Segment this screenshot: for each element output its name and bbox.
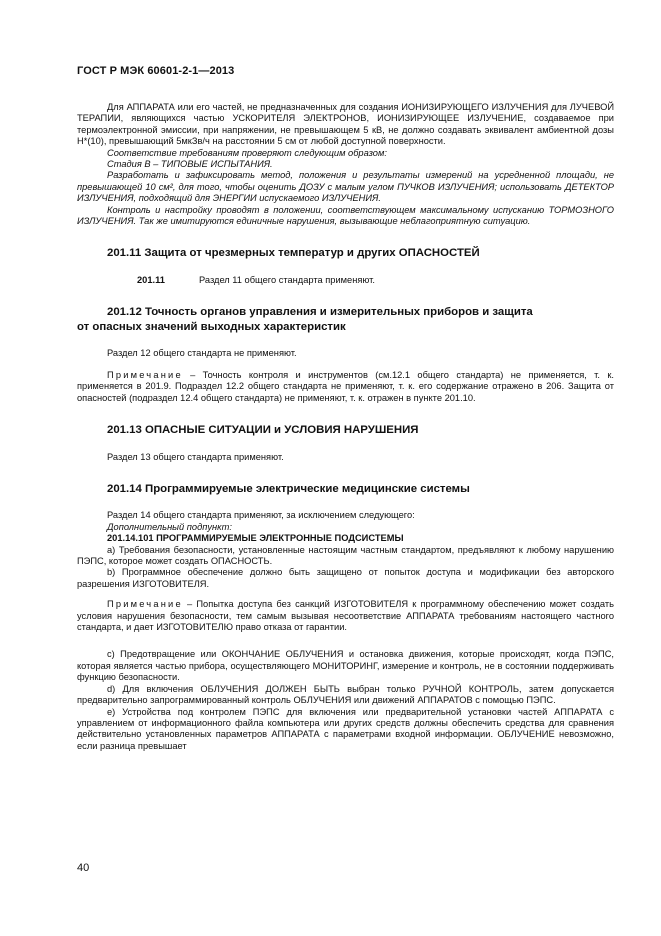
page-number: 40 (77, 862, 90, 874)
section-heading-201-14: 201.14 Программируемые электрические медицинские системы (107, 482, 470, 495)
note (77, 370, 614, 404)
paragraph: Соответствие требованиям проверяют следующим образом: (107, 147, 387, 158)
subclause-heading: 201.14.101 ПРОГРАММИРУЕМЫЕ ЭЛЕКТРОННЫЕ ПОДСИСТЕМЫ (107, 533, 404, 544)
list-item-d: d) Для включения ОБЛУЧЕНИЯ ДОЛЖЕН БЫТЬ выбран только РУЧНОЙ КОНТРОЛЬ, затем допускается предварительно запрограммированный контроль ОБЛУЧЕНИЯ или движений АППАРАТОВ с помощью ПЭПС. (77, 683, 614, 706)
section-heading-201-11: 201.11 Защита от чрезмерных температур и других ОПАСНОСТЕЙ (107, 247, 480, 260)
section-heading-201-13: 201.13 ОПАСНЫЕ СИТУАЦИИ и УСЛОВИЯ НАРУШЕНИЯ (107, 424, 419, 436)
clause-201-11 (77, 275, 614, 286)
note-text: – Попытка доступа без санкций ИЗГОТОВИТЕЛЯ к программному обеспечению может создать условия нарушения безопасности, тем самым вызывая несоответствие АППАРАТА требованиям настоящего частного стандарта, и дает ИЗГОТОВИТЕЛЮ право отказа от гарантии. (77, 599, 614, 633)
clause-number: 201.11 (137, 274, 165, 285)
paragraph: Раздел 12 общего стандарта не применяют. (107, 348, 297, 359)
page-content (77, 102, 614, 752)
note-text: – Точность контроля и инструментов (см.12.1 общего стандарта) не применяется, т. к. применяется в 201.9. Подраздел 12.2 общего стандарта не применяют, т. к. его содержание отражено в 206. Защита от опасностей (подраздел 12.4 общего стандарта) не применяют, т. к. отражен в пункте 201.10. (77, 369, 614, 403)
paragraph: Для АППАРАТА или его частей, не предназначенных для создания ИОНИЗИРУЮЩЕГО ИЗЛУЧЕНИЯ для ЛУЧЕВОЙ ТЕРАПИИ, являющихся частью УСКОРИТЕЛЯ ЭЛЕКТРОНОВ, ИОНИЗИРУЮЩЕЕ ИЗЛУЧЕНИЕ, создаваемое при термоэлектронной эмиссии, при напряжении, не превышающем 5 кВ, не должно создавать эквивалент амбиентной дозы Н*(10), превышающий 5мкЗв/ч на расстоянии 5 см от любой доступной поверхности. (77, 102, 614, 147)
paragraph: Контроль и настройку проводят в положении, соответствующем максимальному испусканию ТОРМОЗНОГО ИЗЛУЧЕНИЯ. Так же имитируются единичные нарушения, вызывающие неблагоприятную ситуацию. (77, 204, 614, 227)
paragraph: Дополнительный подпункт: (107, 521, 232, 532)
document-header: ГОСТ Р МЭК 60601-2-1—2013 (77, 65, 235, 77)
paragraph: Разработать и зафиксировать метод, положения и результаты измерений на усредненной площади, не превышающей 10 см², для того, чтобы оценить ДОЗУ с малым углом ПУЧКОВ ИЗЛУЧЕНИЯ; использовать ДЕТЕКТОР ИЗЛУЧЕНИЯ, подходящий для ЭНЕРГИИ испускаемого ИЗЛУЧЕНИЯ. (77, 170, 614, 204)
list-item-a: а) Требования безопасности, установленные настоящим частным стандартом, предъявляют к любому нарушению ПЭПС, которое может создать ОПАСНОСТЬ. (77, 544, 614, 567)
list-item-e: е) Устройства под контролем ПЭПС для включения или предварительной установки частей АППАРАТА с управлением от информационного файла компьютера или других средств должны обеспечить средства для сравнения действительно установленных параметров АППАРАТА с параметрами входной информации. ОБЛУЧЕНИЕ невозможно, если разница превышает (77, 706, 614, 751)
note (77, 599, 614, 633)
note-label: Примечание (107, 369, 183, 380)
paragraph: Раздел 14 общего стандарта применяют, за исключением следующего: (107, 510, 415, 521)
section-heading-201-12: 201.12 Точность органов управления и измерительных приборов и защита (107, 306, 533, 319)
list-item-b: b) Программное обеспечение должно быть защищено от попыток доступа и модификации без авторского разрешения ИЗГОТОВИТЕЛЯ. (77, 567, 614, 589)
clause-text: Раздел 11 общего стандарта применяют. (199, 274, 375, 285)
list-item-c: с) Предотвращение или ОКОНЧАНИЕ ОБЛУЧЕНИЯ и остановка движения, которые происходят, когда ПЭПС, которая является частью прибора, осуществляющего МОНИТОРИНГ, измерение и контроль, не в состоянии поддерживать функцию безопасности. (77, 649, 614, 683)
note-label: Примечание (107, 599, 183, 610)
paragraph: Стадия В – ТИПОВЫЕ ИСПЫТАНИЯ. (107, 159, 273, 170)
paragraph: Раздел 13 общего стандарта применяют. (107, 451, 284, 462)
section-heading-201-12-cont: от опасных значений выходных характеристик (77, 320, 346, 333)
